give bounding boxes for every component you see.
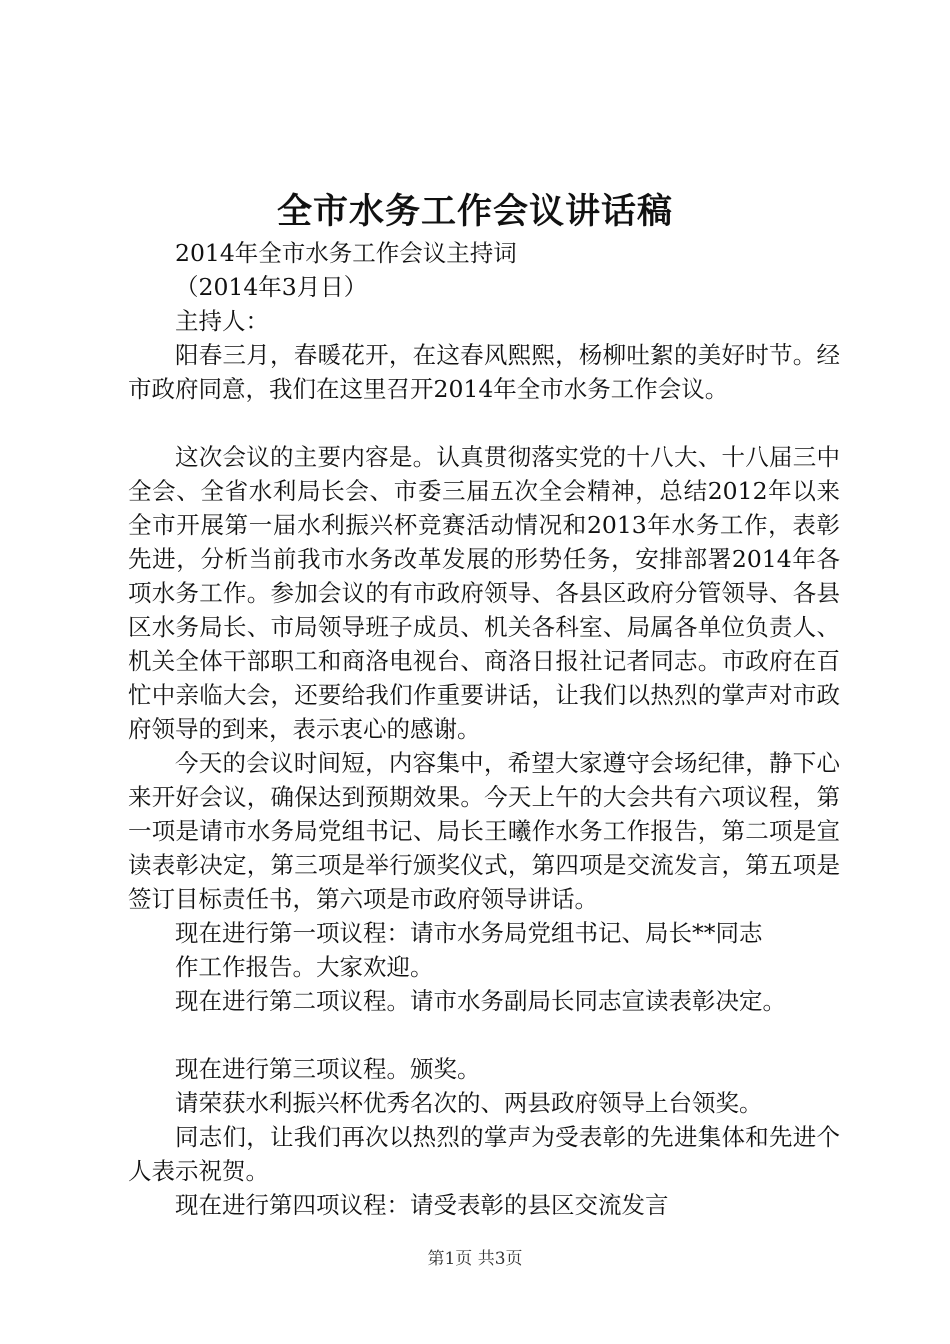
paragraph-main-content: 这次会议的主要内容是。认真贯彻落实党的十八大、十八届三中全会、全省水利局长会、市委三届五次全会精神，总结2012年以来全市开展第一届水利振兴杯竞赛活动情况和2013年水务工作，表彰先进，分析当前我市水务改革发展的形势任务，安排部署2014年各项水务工作。参加会议的有市政府领导、各县区政府分管领导、各县区水务局长、市局领导班子成员、机关各科室、局属各单位负责人、机关全体干部职工和商洛电视台、商洛日报社记者同志。市政府在百忙中亲临大会，还要给我们作重要讲话，让我们以热烈的掌声对市政府领导的到来，表示衷心的感谢。 [128,443,840,743]
paragraph-award: 请荣获水利振兴杯优秀名次的、两县政府领导上台领奖。 [175,1089,763,1117]
paragraph-subtitle: 2014年全市水务工作会议主持词 [175,239,517,267]
paragraph-item-one-cont: 作工作报告。大家欢迎。 [175,953,434,981]
paragraph-date: （2014年3月日） [175,273,368,301]
paragraph-agenda: 今天的会议时间短，内容集中，希望大家遵守会场纪律，静下心来开好会议，确保达到预期效果。今天上午的大会共有六项议程，第一项是请市水务局党组书记、局长王曦作水务工作报告，第二项是宣读表彰决定，第三项是举行颁奖仪式，第四项是交流发言，第五项是签订目标责任书，第六项是市政府领导讲话。 [128,749,840,913]
paragraph-item-three: 现在进行第三项议程。颁奖。 [175,1055,481,1083]
paragraph-congrats: 同志们，让我们再次以热烈的掌声为受表彰的先进集体和先进个人表示祝贺。 [128,1123,840,1185]
paragraph-item-one: 现在进行第一项议程：请市水务局党组书记、局长**同志 [175,919,763,947]
paragraph-item-four: 现在进行第四项议程：请受表彰的县区交流发言 [175,1191,669,1219]
document-title: 全市水务工作会议讲话稿 [276,191,673,232]
paragraph-host: 主持人： [175,307,269,335]
paragraph-item-two: 现在进行第二项议程。请市水务副局长同志宣读表彰决定。 [175,987,786,1015]
paragraph-opening: 阳春三月，春暖花开，在这春风熙熙，杨柳吐絮的美好时节。经市政府同意，我们在这里召开2014年全市水务工作会议。 [128,341,840,403]
document-body [128,236,840,1222]
page-footer: 第1页 共3页 [427,1249,523,1269]
